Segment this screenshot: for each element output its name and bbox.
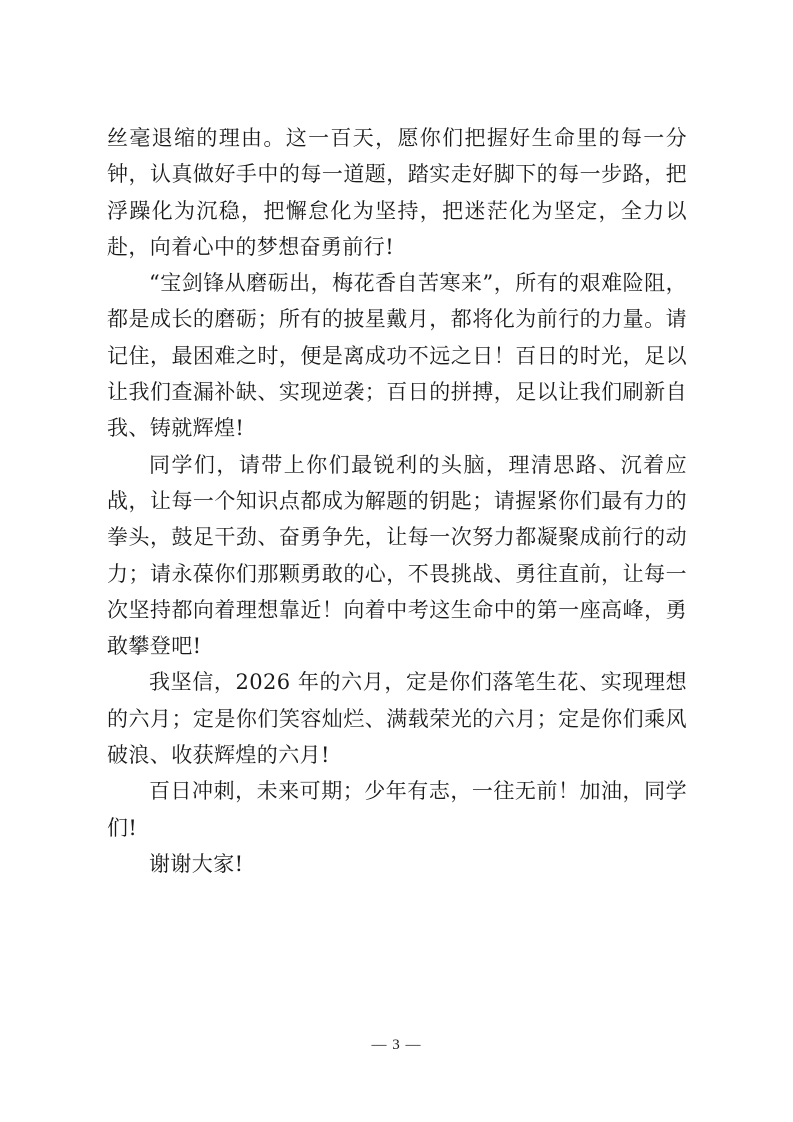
page-number: — 3 —	[371, 1037, 422, 1053]
paragraph-sword-plum: “宝剑锋从磨砺出，梅花香自苦寒来”，所有的艰难险阻，都是成长的磨砺；所有的披星戴月，都将化为前行的力量。请记住，最困难之时，便是离成功不远之日！百日的时光，足以让我们查漏补缺、实现逆袭；百日的拼搏，足以让我们刷新自我、铸就辉煌!	[107, 271, 687, 441]
paragraph-continuation: 丝毫退缩的理由。这一百天，愿你们把握好生命里的每一分钟，认真做好手中的每一道题，踏实走好脚下的每一步路，把浮躁化为沉稳，把懈怠化为坚持，把迷茫化为坚定，全力以赴，向着心中的梦想奋勇前行!	[107, 126, 687, 259]
paragraph-sprint: 百日冲刺，未来可期；少年有志，一往无前！加油，同学们!	[107, 779, 687, 840]
paragraph-classmates: 同学们，请带上你们最锐利的头脑，理清思路、沉着应战，让每一个知识点都成为解题的钥匙；请握紧你们最有力的拳头，鼓足干劲、奋勇争先，让每一次努力都凝聚成前行的动力；请永葆你们那颗勇敢的心，不畏挑战、勇往直前，让每一次坚持都向着理想靠近！向着中考这生命中的第一座高峰，勇敢攀登吧!	[107, 452, 687, 659]
document-body	[107, 120, 687, 882]
paragraph-june-2026: 我坚信，2026 年的六月，定是你们落笔生花、实现理想的六月；定是你们笑容灿烂、满载荣光的六月；定是你们乘风破浪、收获辉煌的六月!	[107, 670, 687, 768]
paragraph-thanks: 谢谢大家!	[149, 851, 244, 876]
